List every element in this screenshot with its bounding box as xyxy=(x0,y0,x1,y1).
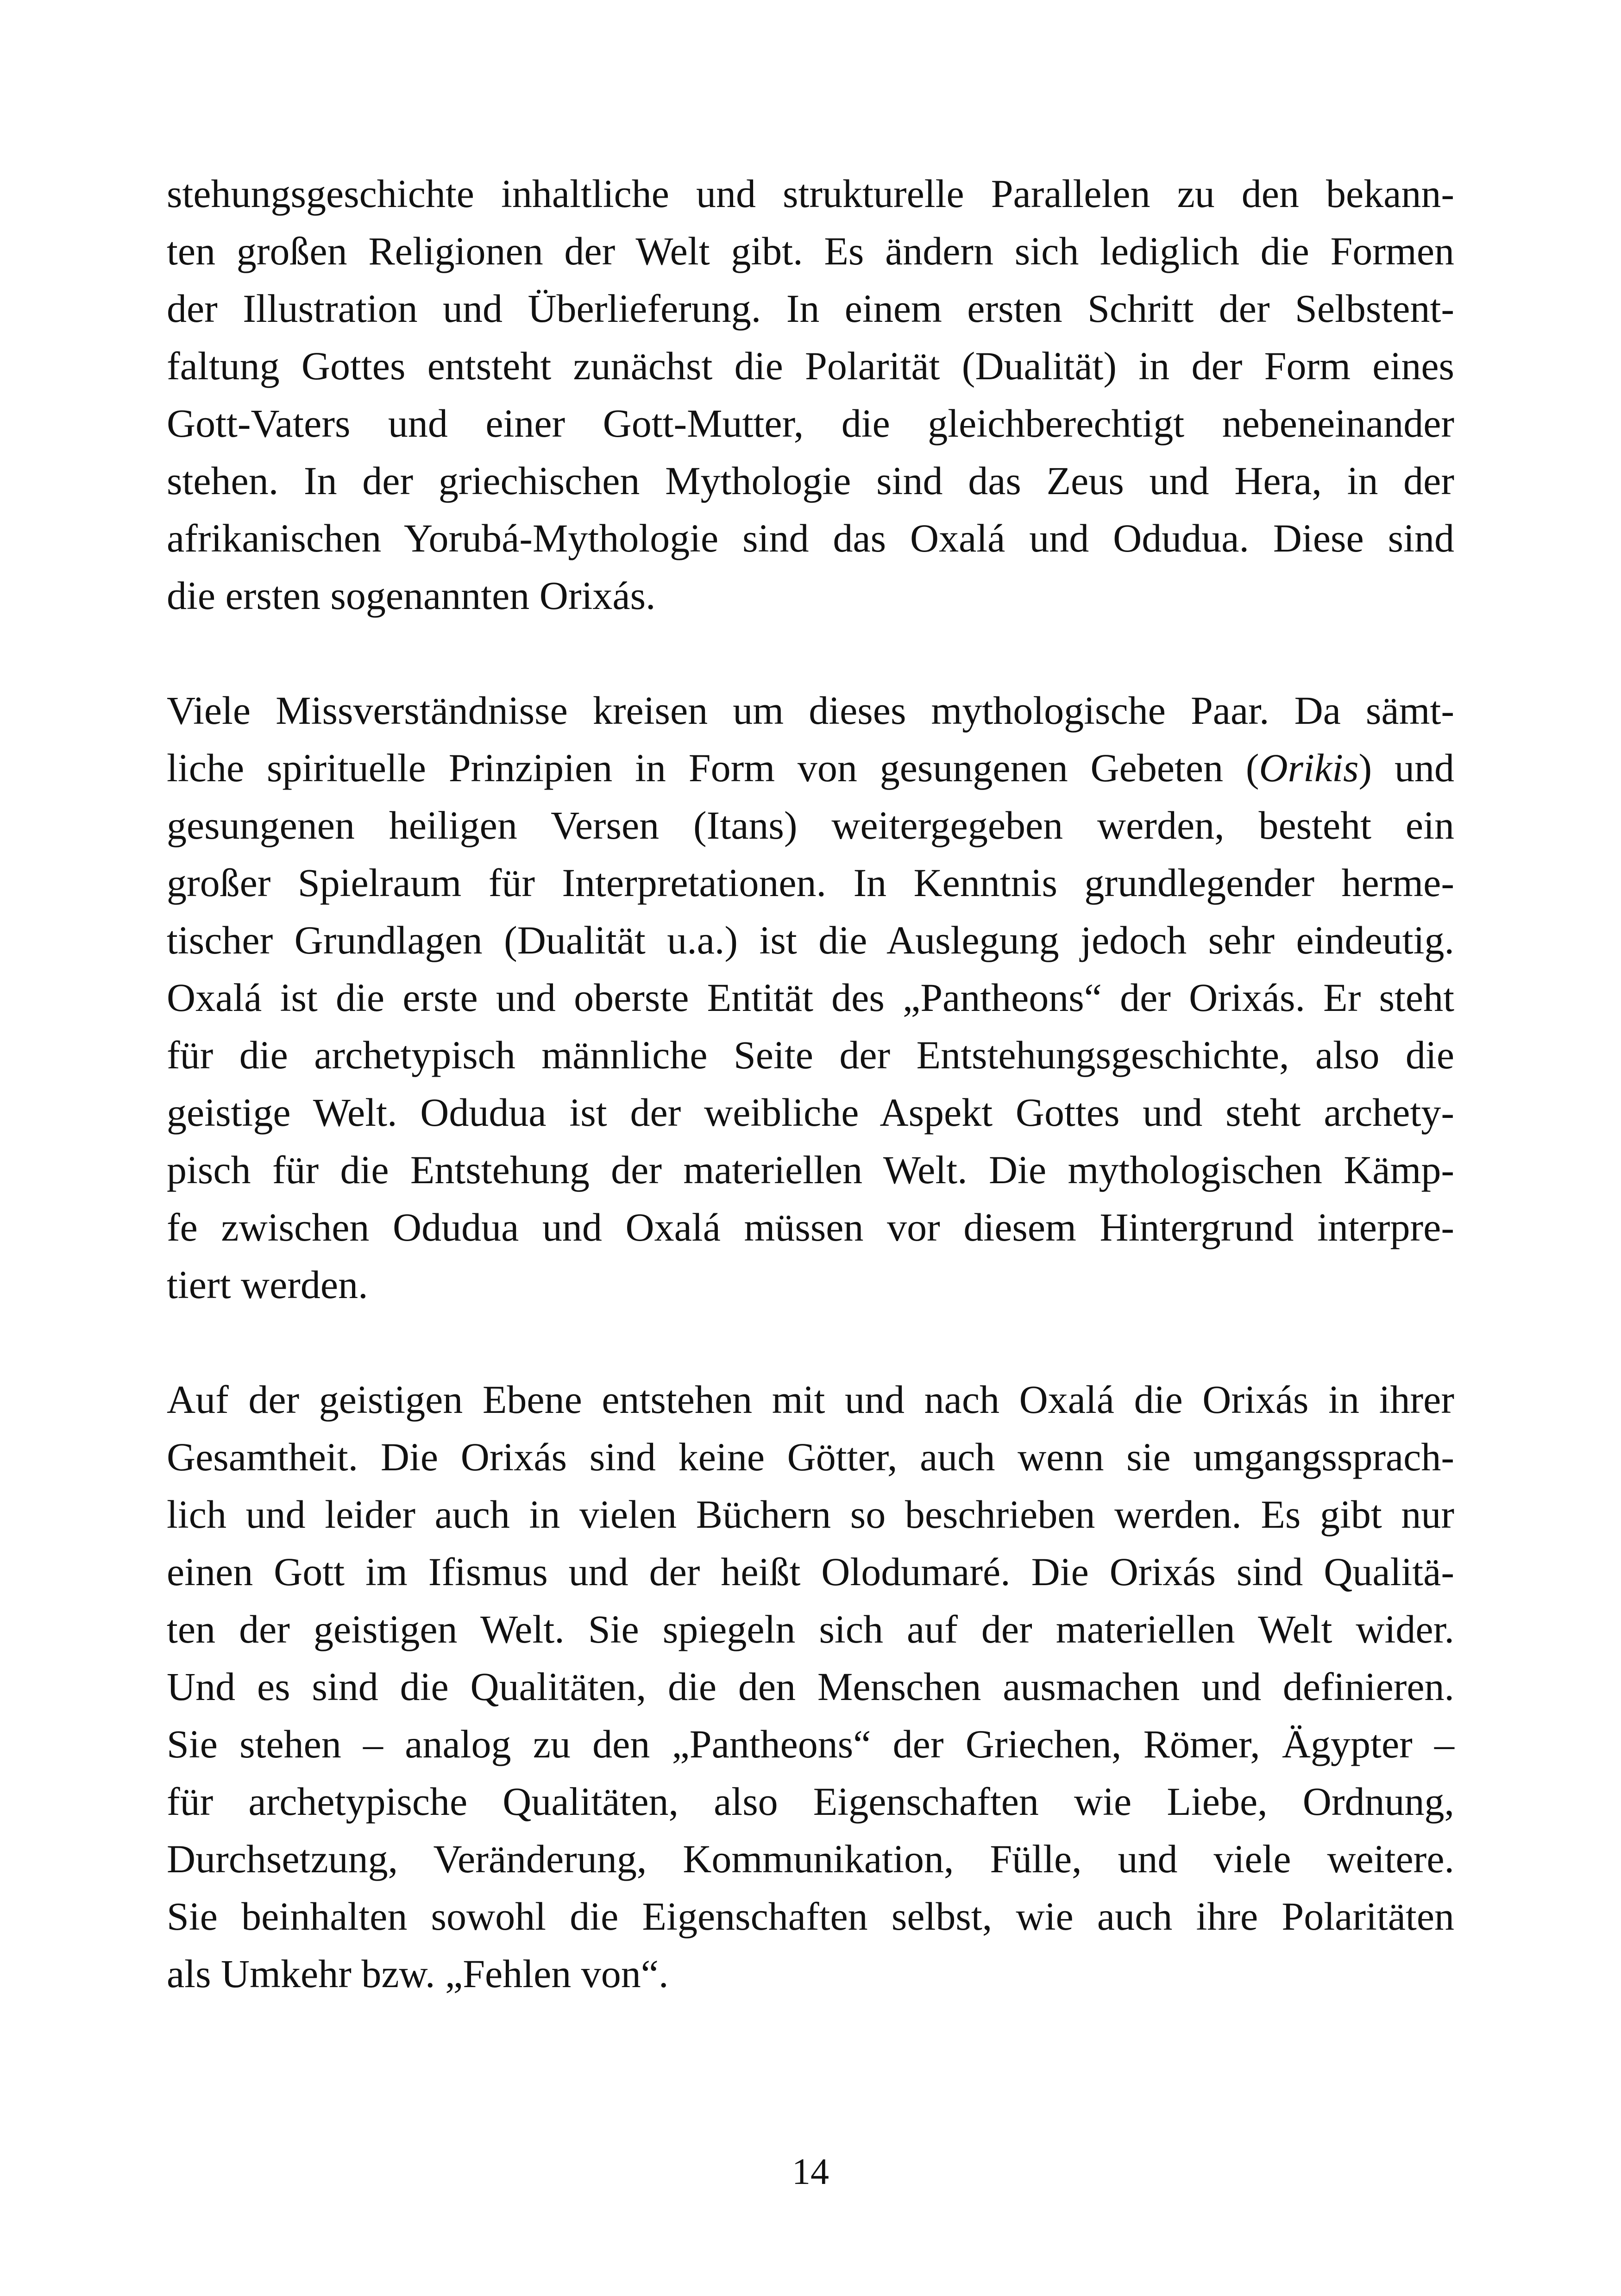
paragraph-line: Und es sind die Qualitäten, die den Menschen ausmachen und definieren. xyxy=(167,1664,1454,1709)
paragraph-line: ten großen Religionen der Welt gibt. Es ändern sich lediglich die Formen xyxy=(167,229,1454,273)
paragraph-line: pisch für die Entstehung der materiellen Welt. Die mythologischen Kämp- xyxy=(167,1148,1454,1192)
paragraph-line: geistige Welt. Odudua ist der weibliche Aspekt Gottes und steht archety- xyxy=(167,1090,1454,1135)
paragraph-line: als Umkehr bzw. „Fehlen von“. xyxy=(167,1951,669,1996)
paragraph-line: stehen. In der griechischen Mythologie sind das Zeus und Hera, in der xyxy=(167,458,1454,503)
paragraph-2 xyxy=(167,682,1454,1313)
paragraph-3 xyxy=(167,1371,1454,2002)
paragraph-line: lich und leider auch in vielen Büchern so beschrieben werden. Es gibt nur xyxy=(167,1492,1454,1537)
paragraph-line: Sie stehen – analog zu den „Pantheons“ der Griechen, Römer, Ägypter – xyxy=(167,1722,1454,1766)
paragraph-line: Oxalá ist die erste und oberste Entität des „Pantheons“ der Orixás. Er steht xyxy=(167,975,1454,1020)
paragraph-line xyxy=(167,739,1454,797)
line-text: liche spirituelle Prinzipien in Form von gesungenen Gebeten ( xyxy=(167,746,1259,790)
paragraph-line: fe zwischen Odudua und Oxalá müssen vor diesem Hintergrund interpre- xyxy=(167,1205,1454,1249)
page-number: 14 xyxy=(792,2152,829,2192)
paragraph-line: der Illustration und Überlieferung. In einem ersten Schritt der Selbstent- xyxy=(167,286,1454,331)
paragraph-line: für archetypische Qualitäten, also Eigenschaften wie Liebe, Ordnung, xyxy=(167,1779,1454,1824)
paragraph-1 xyxy=(167,165,1454,624)
paragraph-line: Durchsetzung, Veränderung, Kommunikation, Fülle, und viele weitere. xyxy=(167,1837,1454,1881)
paragraph-line: Viele Missverständnisse kreisen um dieses mythologische Paar. Da sämt- xyxy=(167,688,1454,733)
paragraph-line: für die archetypisch männliche Seite der Entstehungsgeschichte, also die xyxy=(167,1033,1454,1077)
paragraph-line: die ersten sogenannten Orixás. xyxy=(167,573,656,618)
paragraph-line: faltung Gottes entsteht zunächst die Polarität (Dualität) in der Form eines xyxy=(167,344,1454,388)
paragraph-line: Gott-Vaters und einer Gott-Mutter, die gleichberechtigt nebeneinander xyxy=(167,401,1454,445)
paragraph-line: stehungsgeschichte inhaltliche und strukturelle Parallelen zu den bekann- xyxy=(167,171,1454,216)
paragraph-line: Auf der geistigen Ebene entstehen mit und nach Oxalá die Orixás in ihrer xyxy=(167,1377,1454,1422)
paragraph-line: Gesamtheit. Die Orixás sind keine Götter, auch wenn sie umgangssprach- xyxy=(167,1435,1454,1479)
paragraph-line: großer Spielraum für Interpretationen. In Kenntnis grundlegender herme- xyxy=(167,860,1454,905)
paragraph-line: afrikanischen Yorubá-Mythologie sind das Oxalá und Odudua. Diese sind xyxy=(167,516,1454,560)
paragraph-line: einen Gott im Ifismus und der heißt Olodumaré. Die Orixás sind Qualitä- xyxy=(167,1549,1454,1594)
italic-term: Orikis xyxy=(1259,746,1359,790)
paragraph-line: Sie beinhalten sowohl die Eigenschaften selbst, wie auch ihre Polaritäten xyxy=(167,1894,1454,1938)
paragraph-line: tiert werden. xyxy=(167,1262,368,1307)
line-text: ) und xyxy=(1358,746,1455,790)
paragraph-line: tischer Grundlagen (Dualität u.a.) ist die Auslegung jedoch sehr eindeutig. xyxy=(167,918,1454,962)
paragraph-line: gesungenen heiligen Versen (Itans) weitergegeben werden, besteht ein xyxy=(167,803,1454,847)
paragraph-line: ten der geistigen Welt. Sie spiegeln sich auf der materiellen Welt wider. xyxy=(167,1607,1454,1651)
